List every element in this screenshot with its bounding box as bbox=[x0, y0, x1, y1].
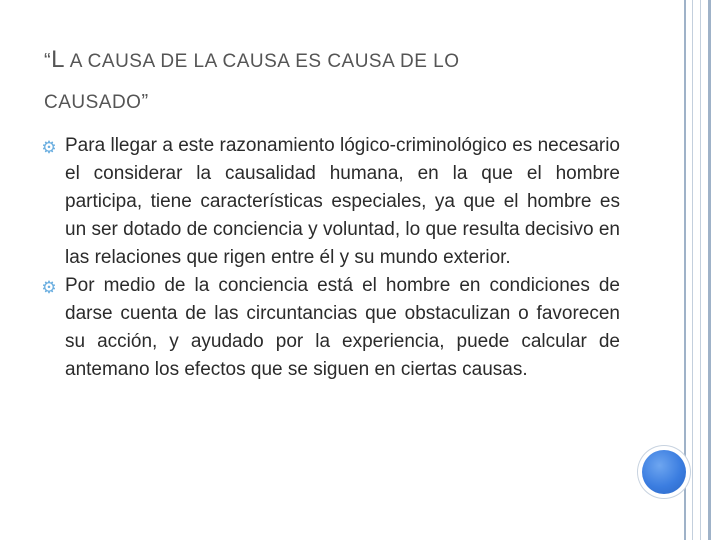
frame-line bbox=[708, 0, 711, 540]
bullet-text: Por medio de la conciencia está el hombre en condiciones de darse cuenta de las circuntancias que obstaculizan o favorecen su acción, y ayudado por la experiencia, puede calcular de antemano los efectos que se siguen en ciertas causas. bbox=[65, 275, 620, 380]
bullet-item bbox=[40, 132, 620, 272]
decorative-blue-circle bbox=[642, 450, 686, 494]
title-initial-letter: L bbox=[51, 46, 66, 73]
frame-line bbox=[700, 0, 701, 540]
title-line-2: CAUSADO bbox=[44, 92, 142, 113]
title-line-1: A CAUSA DE LA CAUSA ES CAUSA DE LO bbox=[69, 51, 460, 72]
bullet-text: Para llegar a este razonamiento lógico-criminológico es necesario el considerar la causalidad humana, en la que el hombre participa, tiene características especiales, ya que el hombre es un ser dotado de conciencia y voluntad, lo que resulta decisivo en las relaciones que rigen entre él y su mundo exterior. bbox=[65, 135, 620, 268]
frame-line bbox=[692, 0, 693, 540]
bullet-item bbox=[40, 272, 620, 384]
bullet-list bbox=[40, 132, 620, 384]
gear-icon: ⚙ bbox=[41, 277, 57, 297]
gear-icon: ⚙ bbox=[41, 137, 57, 157]
title-open-quote: “ bbox=[44, 50, 52, 72]
slide-title bbox=[44, 40, 604, 123]
title-close-quote: ” bbox=[141, 91, 149, 113]
